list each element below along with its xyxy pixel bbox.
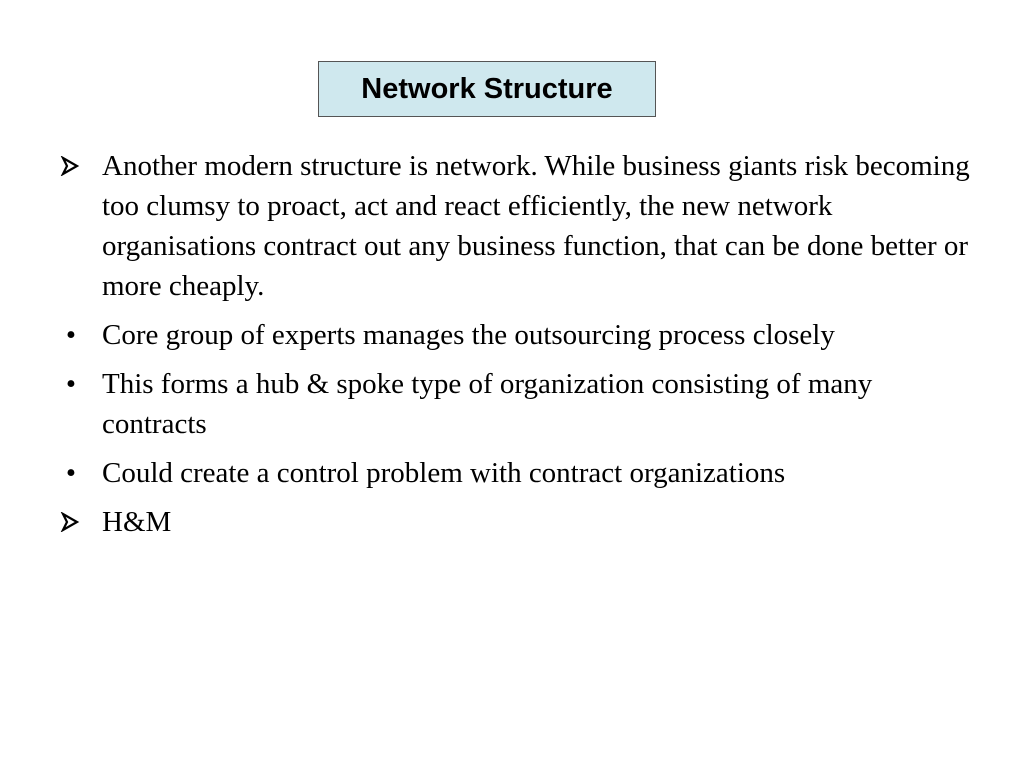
list-item-text: This forms a hub & spoke type of organization consisting of many contracts — [102, 368, 873, 440]
list-item-text: H&M — [102, 506, 172, 538]
list-item — [60, 146, 972, 306]
bullet-dot: • — [65, 457, 77, 489]
arrowhead-bullet-icon — [60, 146, 96, 186]
list-item — [60, 502, 972, 542]
list-item-text: Core group of experts manages the outsourcing process closely — [102, 319, 835, 351]
bullet-list — [60, 146, 972, 551]
list-item-text: Another modern structure is network. While business giants risk becoming too clumsy to proact, act and react efficiently, the new network organisations contract out any business function, that can be done better or more cheaply. — [102, 150, 970, 302]
list-item — [60, 315, 972, 355]
bullet-dot: • — [65, 319, 77, 351]
arrowhead-bullet-icon — [60, 502, 96, 542]
slide-title: Network Structure — [361, 72, 613, 105]
list-item-text: Could create a control problem with contract organizations — [102, 457, 786, 489]
title-box — [318, 61, 656, 117]
list-item — [60, 364, 972, 444]
list-item — [60, 453, 972, 493]
bullet-dot: • — [65, 368, 77, 400]
